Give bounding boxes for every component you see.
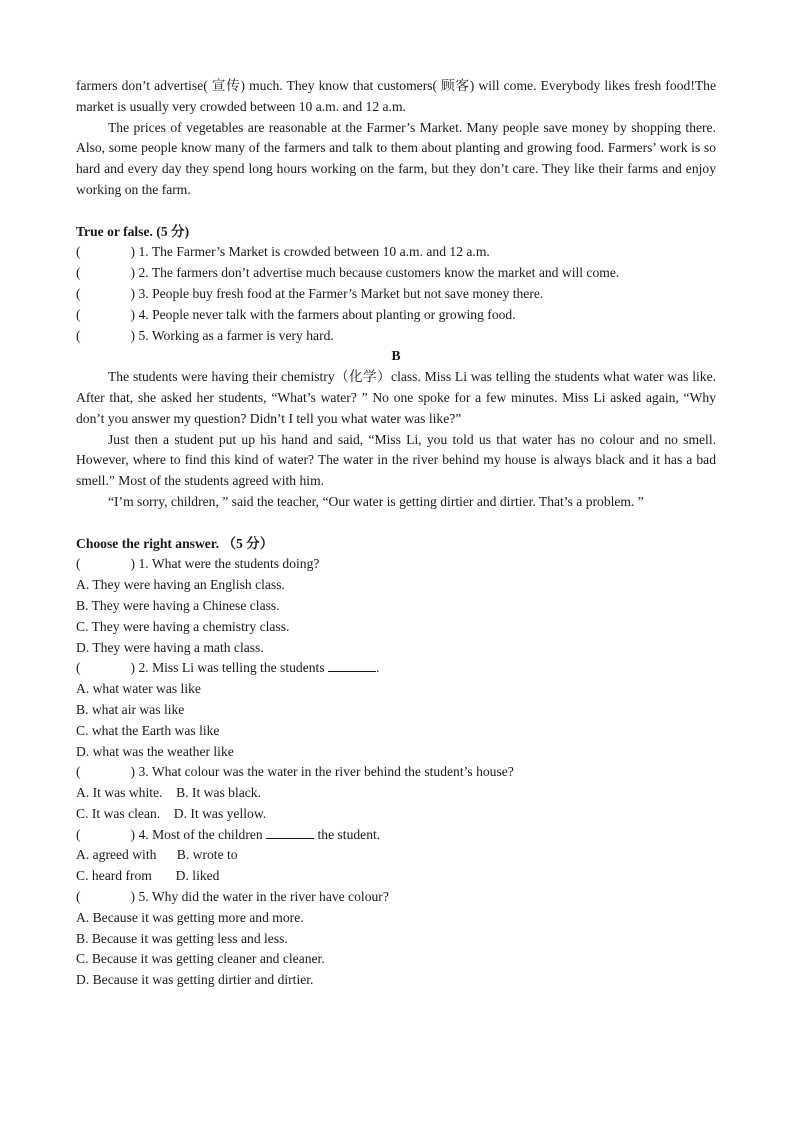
option-3b: B. It was black. bbox=[176, 785, 262, 801]
true-false-item-1: ( ) 1. The Farmer’s Market is crowded between 10 a.m. and 12 a.m. bbox=[76, 244, 490, 260]
option-3d: D. It was yellow. bbox=[173, 805, 267, 821]
question-5: ( ) 5. Why did the water in the river have colour? bbox=[76, 889, 389, 905]
options-3-row-2 bbox=[76, 804, 716, 825]
option-2a: A. what water was like bbox=[76, 681, 201, 697]
true-false-item-3: ( ) 3. People buy fresh food at the Farmer’s Market but not save money there. bbox=[76, 285, 544, 301]
question-3: ( ) 3. What colour was the water in the river behind the student’s house? bbox=[76, 764, 514, 780]
answer-paren[interactable]: ( ) bbox=[76, 764, 136, 780]
passage-b-paragraph-3: “I’m sorry, children, ” said the teacher, “Our water is getting dirtier and dirtier. That’s a problem. ” bbox=[108, 493, 644, 509]
options-4-row-1 bbox=[76, 845, 716, 866]
true-false-item-5: ( ) 5. Working as a farmer is very hard. bbox=[76, 327, 334, 343]
question-4: ( ) 4. Most of the children the student. bbox=[76, 826, 381, 842]
passage-a-paragraph-2: The prices of vegetables are reasonable at the Farmer’s Market. Many people save money by shopping there. Also, some people know many of the farmers and talk to them about planting and growing food. Farmers’ work is so hard and every day they spend long hours working on the farm, but they don’t care. They like their farms and enjoy working on the farm. bbox=[76, 119, 716, 197]
options-3-row-1 bbox=[76, 783, 716, 804]
option-5d: D. Because it was getting dirtier and dirtier. bbox=[76, 972, 314, 988]
true-false-item-4: ( ) 4. People never talk with the farmers about planting or growing food. bbox=[76, 306, 516, 322]
choose-answer-heading: Choose the right answer. （5 分） bbox=[76, 535, 274, 551]
option-2c: C. what the Earth was like bbox=[76, 722, 220, 738]
answer-paren[interactable]: ( ) bbox=[76, 306, 136, 322]
option-4d: D. liked bbox=[175, 868, 220, 884]
answer-paren[interactable]: ( ) bbox=[76, 327, 136, 343]
option-3a: A. It was white. bbox=[76, 785, 163, 801]
question-2: ( ) 2. Miss Li was telling the students . bbox=[76, 660, 380, 676]
option-4a: A. agreed with bbox=[76, 847, 157, 863]
passage-a-paragraph-1: farmers don’t advertise( 宣传) much. They know that customers( 顾客) will come. Everybody likes fresh food!The market is usually very crowded between 10 a.m. and 12 a.m. bbox=[76, 78, 716, 114]
answer-paren[interactable]: ( ) bbox=[76, 244, 136, 260]
fill-blank[interactable] bbox=[328, 659, 376, 672]
answer-paren[interactable]: ( ) bbox=[76, 285, 136, 301]
true-false-item-2: ( ) 2. The farmers don’t advertise much because customers know the market and will come. bbox=[76, 265, 620, 281]
answer-paren[interactable]: ( ) bbox=[76, 826, 136, 842]
passage-b-paragraph-2: Just then a student put up his hand and said, “Miss Li, you told us that water has no colour and no smell. However, where to find this kind of water? The water in the river behind my house is always black and it has a bad smell.” Most of the students agreed with him. bbox=[76, 431, 716, 489]
answer-paren[interactable]: ( ) bbox=[76, 265, 136, 281]
option-5c: C. Because it was getting cleaner and cleaner. bbox=[76, 951, 325, 967]
option-2d: D. what was the weather like bbox=[76, 743, 234, 759]
worksheet-page bbox=[76, 76, 716, 991]
option-4c: C. heard from bbox=[76, 868, 152, 884]
option-4b: B. wrote to bbox=[176, 847, 238, 863]
passage-b-paragraph-1: The students were having their chemistry（化学）class. Miss Li was telling the students what water was like. After that, she asked her students, “What’s water? ” No one spoke for a few minutes. Miss Li asked again, “Why don’t you answer my question? Didn’t I tell you what water was like?” bbox=[76, 369, 716, 426]
option-1a: A. They were having an English class. bbox=[76, 577, 285, 593]
true-false-heading: True or false. (5 分) bbox=[76, 223, 190, 239]
option-3c: C. It was clean. bbox=[76, 805, 161, 821]
question-1: ( ) 1. What were the students doing? bbox=[76, 556, 320, 572]
answer-paren[interactable]: ( ) bbox=[76, 556, 136, 572]
passage-b-label: B bbox=[391, 348, 401, 364]
answer-paren[interactable]: ( ) bbox=[76, 660, 136, 676]
option-2b: B. what air was like bbox=[76, 701, 185, 717]
option-1d: D. They were having a math class. bbox=[76, 639, 264, 655]
options-4-row-2 bbox=[76, 866, 716, 887]
answer-paren[interactable]: ( ) bbox=[76, 889, 136, 905]
option-5a: A. Because it was getting more and more. bbox=[76, 909, 304, 925]
option-1b: B. They were having a Chinese class. bbox=[76, 597, 280, 613]
option-5b: B. Because it was getting less and less. bbox=[76, 930, 288, 946]
option-1c: C. They were having a chemistry class. bbox=[76, 618, 290, 634]
fill-blank[interactable] bbox=[266, 826, 314, 839]
